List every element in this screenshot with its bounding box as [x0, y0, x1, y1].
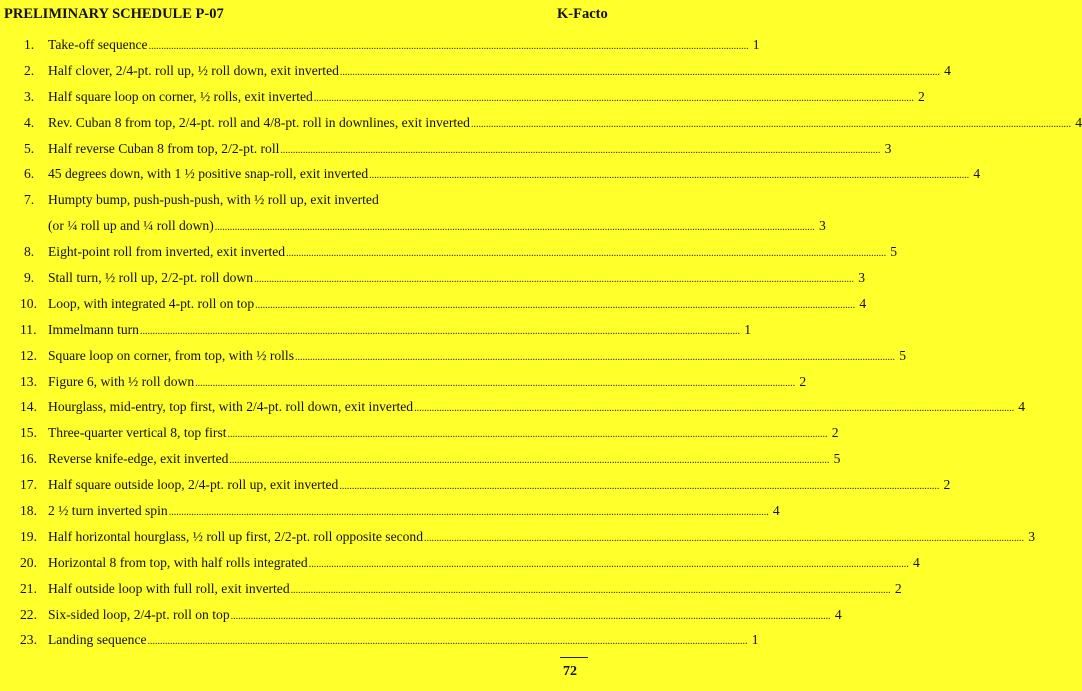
dot-leader	[195, 371, 795, 397]
maneuver-name: 2 ½ turn inverted spin	[48, 503, 168, 519]
maneuver-row	[0, 369, 807, 395]
maneuver-line	[48, 265, 866, 293]
maneuver-number: 23.	[20, 632, 37, 648]
maneuver-row	[0, 32, 760, 58]
k-factor-value: 4	[944, 62, 951, 78]
maneuver-line	[48, 343, 906, 371]
maneuver-line	[48, 213, 826, 241]
maneuver-number: 11.	[20, 321, 37, 337]
maneuver-line	[48, 550, 920, 578]
maneuver-line	[48, 472, 951, 500]
maneuver-number: 12.	[20, 347, 37, 363]
k-factor-value: 3	[1028, 528, 1036, 544]
k-factor-value: 2	[799, 373, 807, 389]
maneuver-number: 1.	[24, 37, 35, 52]
maneuver-name: Loop, with integrated 4-pt. roll on top	[48, 295, 255, 311]
maneuver-name: Half horizontal hourglass, ½ roll up first, 2/2-pt. roll opposite second	[48, 528, 424, 544]
maneuver-name: Take-off sequence	[48, 37, 148, 52]
maneuver-name: Hourglass, mid-entry, top first, with 2/4-pt. roll down, exit inverted	[48, 399, 414, 415]
maneuver-number: 7.	[24, 192, 35, 208]
maneuver-number: 16.	[20, 451, 37, 467]
maneuver-name: Eight-point roll from inverted, exit inverted	[48, 244, 286, 260]
k-factor-value: 4	[859, 295, 867, 311]
dot-leader	[215, 215, 815, 241]
dot-leader	[295, 345, 895, 371]
maneuver-row	[0, 84, 925, 110]
maneuver-name: Rev. Cuban 8 from top, 2/4-pt. roll and 4/8-pt. roll in downlines, exit inverted	[48, 114, 470, 130]
k-factor-value: 4	[1075, 114, 1082, 130]
maneuver-name: Half square outside loop, 2/4-pt. roll up, exit inverted	[48, 477, 339, 493]
maneuver-row	[0, 317, 751, 343]
maneuver-name: Immelmann turn	[48, 321, 139, 337]
maneuver-number: 19.	[20, 528, 37, 544]
k-factor-value: 1	[744, 321, 751, 337]
dot-leader	[340, 60, 940, 86]
k-factor-value: 2	[918, 88, 925, 104]
maneuver-line	[48, 446, 841, 474]
maneuver-row	[0, 58, 951, 84]
maneuver-line	[48, 602, 842, 630]
maneuver-line	[48, 239, 898, 267]
maneuver-number: 10.	[20, 295, 37, 311]
maneuver-name: Three-quarter vertical 8, top first	[48, 425, 227, 441]
k-factor-value: 2	[894, 580, 902, 596]
maneuver-line	[48, 291, 867, 319]
k-factor-value: 5	[899, 347, 906, 363]
k-factor-value: 1	[752, 37, 760, 52]
dot-leader	[229, 448, 829, 474]
k-factor-value: 5	[833, 451, 841, 467]
total-divider	[560, 657, 588, 658]
maneuver-line	[48, 627, 759, 655]
maneuver-number: 18.	[20, 503, 37, 519]
dot-leader	[424, 526, 1024, 552]
maneuver-list	[0, 32, 1082, 653]
maneuver-row	[0, 394, 1026, 420]
maneuver-row	[0, 161, 981, 187]
maneuver-number: 13.	[20, 373, 37, 389]
k-factor-column-label: K-Facto	[557, 6, 608, 22]
maneuver-line	[48, 524, 1036, 552]
schedule-title: PRELIMINARY SCHEDULE P-07	[4, 6, 224, 22]
k-factor-value: 2	[831, 425, 839, 441]
k-factor-value: 4	[912, 554, 920, 570]
maneuver-line	[48, 110, 1082, 138]
k-factor-value: 3	[818, 218, 826, 234]
maneuver-row	[0, 187, 600, 213]
dot-leader	[254, 267, 854, 293]
maneuver-name: Stall turn, ½ roll up, 2/2-pt. roll down	[48, 270, 254, 286]
dot-leader	[148, 629, 748, 655]
maneuver-number: 8.	[24, 244, 35, 260]
maneuver-line	[48, 576, 902, 604]
maneuver-number: 2.	[24, 62, 35, 78]
maneuver-name: Half outside loop with full roll, exit inverted	[48, 580, 290, 596]
dot-leader	[471, 112, 1071, 138]
maneuver-name: Half reverse Cuban 8 from top, 2/2-pt. roll	[48, 140, 280, 156]
dot-leader	[291, 578, 891, 604]
maneuver-name: (or ¼ roll up and ¼ roll down)	[48, 218, 214, 234]
k-factor-value: 4	[772, 503, 780, 519]
dot-leader	[369, 163, 969, 189]
maneuver-line	[48, 161, 981, 189]
maneuver-number: 4.	[24, 114, 35, 130]
maneuver-name: 45 degrees down, with 1 ½ positive snap-roll, exit inverted	[48, 166, 369, 182]
maneuver-line	[48, 317, 751, 345]
maneuver-row	[0, 265, 866, 291]
maneuver-number: 9.	[24, 270, 35, 286]
maneuver-name: Six-sided loop, 2/4-pt. roll on top	[48, 606, 230, 622]
maneuver-line	[48, 369, 807, 397]
maneuver-number: 22.	[20, 606, 37, 622]
schedule-header	[2, 6, 608, 26]
dot-leader	[255, 293, 855, 319]
maneuver-name: Half clover, 2/4-pt. roll up, ½ roll down, exit inverted	[48, 62, 339, 78]
maneuver-row	[0, 343, 906, 369]
maneuver-line	[48, 394, 1026, 422]
maneuver-number: 20.	[20, 554, 37, 570]
k-factor-value: 4	[973, 166, 981, 182]
maneuver-line	[48, 187, 582, 213]
dot-leader	[149, 34, 749, 60]
k-factor-value: 4	[1018, 399, 1026, 415]
maneuver-row	[0, 498, 780, 524]
maneuver-row	[0, 136, 892, 162]
dot-leader	[280, 138, 880, 164]
maneuver-name: Square loop on corner, from top, with ½ rolls	[48, 347, 294, 363]
dot-leader	[169, 500, 769, 526]
k-factor-value: 5	[890, 244, 898, 260]
maneuver-line	[48, 84, 925, 112]
maneuver-number: 6.	[24, 166, 35, 182]
k-factor-value: 3	[884, 140, 892, 156]
dot-leader	[228, 422, 828, 448]
maneuver-row	[0, 420, 839, 446]
maneuver-row	[0, 213, 826, 239]
dot-leader	[309, 552, 909, 578]
k-factor-total: 72	[563, 664, 577, 679]
maneuver-line	[48, 58, 951, 86]
maneuver-row	[0, 110, 1082, 136]
maneuver-number: 17.	[20, 477, 37, 493]
maneuver-row	[0, 550, 920, 576]
maneuver-row	[0, 524, 1036, 550]
maneuver-row	[0, 291, 867, 317]
maneuver-line	[48, 32, 760, 60]
maneuver-name: Half square loop on corner, ½ rolls, exit inverted	[48, 88, 313, 104]
maneuver-line	[48, 498, 780, 526]
maneuver-row	[0, 576, 902, 602]
dot-leader	[286, 241, 886, 267]
k-factor-value: 1	[751, 632, 759, 648]
maneuver-row	[0, 627, 759, 653]
maneuver-line	[48, 136, 892, 164]
maneuver-name: Horizontal 8 from top, with half rolls integrated	[48, 554, 308, 570]
maneuver-name: Figure 6, with ½ roll down	[48, 373, 195, 389]
dot-leader	[140, 319, 740, 345]
k-factor-value: 4	[834, 606, 842, 622]
dot-leader	[339, 474, 939, 500]
maneuver-row	[0, 239, 898, 265]
maneuver-number: 21.	[20, 580, 37, 596]
maneuver-row	[0, 472, 951, 498]
maneuver-line	[48, 420, 839, 448]
maneuver-number: 15.	[20, 425, 37, 441]
maneuver-number: 14.	[20, 399, 37, 415]
maneuver-row	[0, 602, 842, 628]
maneuver-name: Landing sequence	[48, 632, 147, 648]
maneuver-name: Humpty bump, push-push-push, with ½ roll up, exit inverted	[48, 192, 379, 208]
k-factor-value: 2	[943, 477, 951, 493]
dot-leader	[414, 396, 1014, 422]
k-factor-value: 3	[858, 270, 866, 286]
dot-leader	[231, 604, 831, 630]
maneuver-number: 5.	[24, 140, 35, 156]
maneuver-number: 3.	[24, 88, 35, 104]
dot-leader	[314, 86, 914, 112]
maneuver-row	[0, 446, 841, 472]
maneuver-name: Reverse knife-edge, exit inverted	[48, 451, 229, 467]
